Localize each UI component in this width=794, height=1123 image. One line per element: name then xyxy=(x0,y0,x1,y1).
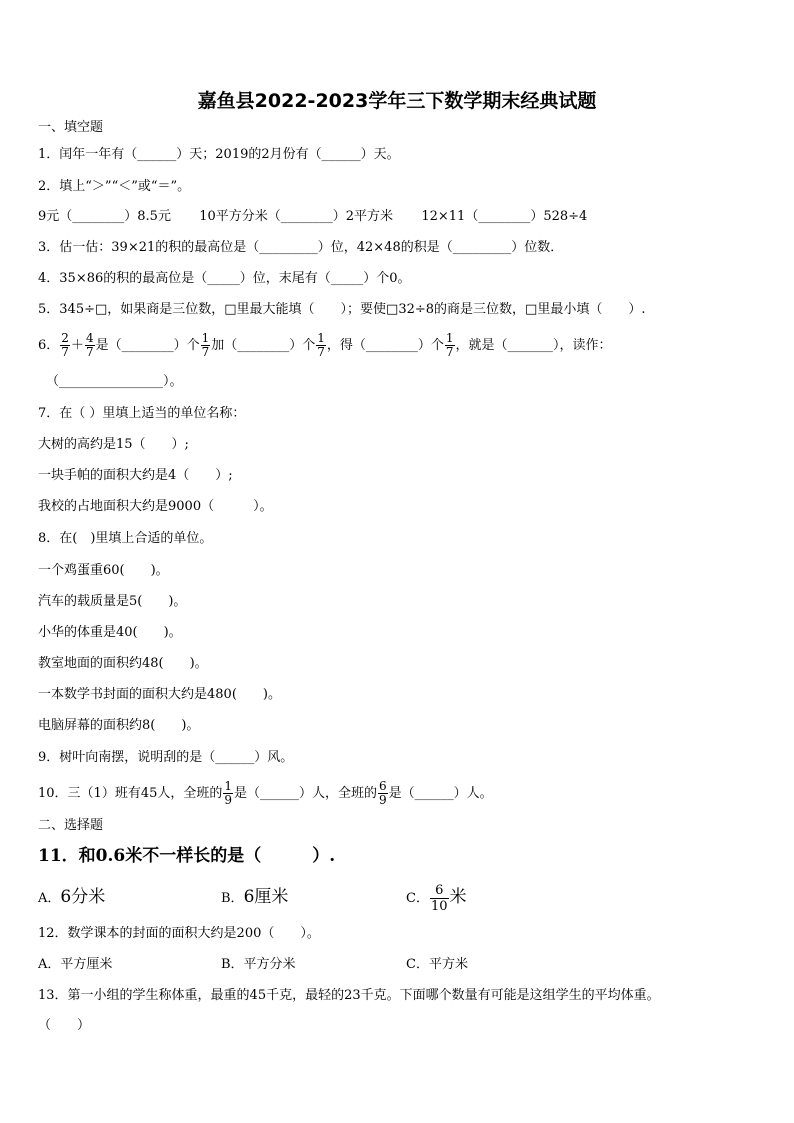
question-2-item: 10平方分米（________）2平方米 xyxy=(199,209,394,224)
question-10-text: 是（______）人，全班的 xyxy=(234,786,378,801)
fraction: $\frac{1}{7}$ xyxy=(201,331,210,359)
plus-sign: ＋ xyxy=(70,338,84,353)
option-c: C． $\frac{6}{10}$ 米 xyxy=(406,883,467,914)
option-b: B．平方分米 xyxy=(221,957,296,972)
question-9: 9．树叶向南摆，说明刮的是（______）风。 xyxy=(38,750,294,765)
question-7: 7．在（ ）里填上适当的单位名称： xyxy=(38,406,246,421)
fraction: $\frac{2}{7}$ xyxy=(61,331,69,359)
question-13: 13．第一小组的学生称体重，最重的45千克，最轻的23千克。下面哪个数量有可能是这组学生的平均体重。 xyxy=(38,988,660,1003)
question-2-items xyxy=(38,208,587,226)
question-2: 2．填上“＞”“＜”或“＝”。 xyxy=(38,179,191,194)
question-6 xyxy=(38,328,612,364)
fraction: $\frac{1}{7}$ xyxy=(317,331,325,359)
question-6-line-2: （________________）。 xyxy=(46,374,183,389)
question-13-answer-paren: （ ） xyxy=(38,1018,91,1033)
question-6-text: ，就是（_______），读作： xyxy=(455,338,612,353)
question-11-options xyxy=(38,880,467,916)
question-7-item: 大树的高约是15（ ）; xyxy=(38,437,189,452)
question-7-item: 一块手帕的面积大约是4（ ）; xyxy=(38,468,233,483)
question-10 xyxy=(38,776,493,812)
question-8-item: 一本数学书封面的面积大约是480( )。 xyxy=(38,687,281,702)
question-8-item: 电脑屏幕的面积约8( )。 xyxy=(38,718,200,733)
option-c: C．平方米 xyxy=(406,957,468,972)
question-3: 3．估一估：39×21的积的最高位是（_________）位，42×48的积是（_________）位数． xyxy=(38,240,564,255)
question-10-text: 是（______）人。 xyxy=(388,786,493,801)
option-a: A．平方厘米 xyxy=(38,957,113,972)
question-6-text: ，得（________）个 xyxy=(326,338,444,353)
option-a: A．6分米 xyxy=(38,887,106,907)
question-6-text: 是（________）个 xyxy=(95,338,200,353)
option-b: B．6厘米 xyxy=(221,887,289,907)
fraction: $\frac{1}{7}$ xyxy=(445,331,454,359)
question-8: 8．在( )里填上合适的单位。 xyxy=(38,531,213,546)
section-heading-choice: 二、选择题 xyxy=(38,818,104,833)
question-8-item: 教室地面的面积约48( )。 xyxy=(38,656,208,671)
question-12: 12．数学课本的封面的面积大约是200（ ）。 xyxy=(38,926,320,941)
page-title: 嘉鱼县2022-2023学年三下数学期末经典试题 xyxy=(197,90,597,112)
fraction: $\frac{4}{7}$ xyxy=(85,331,94,359)
question-2-item: 9元（________）8.5元 xyxy=(38,209,171,224)
question-6-text: 加（________）个 xyxy=(211,338,316,353)
question-7-item: 我校的占地面积大约是9000（ ）。 xyxy=(38,499,273,514)
question-1: 1．闰年一年有（______）天；2019的2月份有（______）天。 xyxy=(38,147,400,162)
question-number: 6． xyxy=(38,338,60,353)
question-10-text: 10．三（1）班有45人，全班的 xyxy=(38,786,223,801)
section-heading-fill-blank: 一、填空题 xyxy=(38,120,104,135)
question-8-item: 汽车的载质量是5( )。 xyxy=(38,594,187,609)
question-4: 4．35×86的积的最高位是（_____）位，末尾有（_____）个0。 xyxy=(38,271,411,286)
question-8-item: 一个鸡蛋重60( )。 xyxy=(38,563,169,578)
question-11: 11．和0.6米不一样长的是（ ）. xyxy=(38,846,336,866)
fraction: $\frac{6}{10}$ xyxy=(430,883,448,914)
question-12-options xyxy=(38,956,468,974)
question-5: 5．345÷□，如果商是三位数，□里最大能填（ ）；要使□32÷8的商是三位数，□里最小填（ ）. xyxy=(38,302,646,317)
question-8-item: 小华的体重是40( )。 xyxy=(38,625,182,640)
fraction: $\frac{6}{9}$ xyxy=(379,779,387,807)
fraction: $\frac{1}{9}$ xyxy=(224,779,232,807)
question-2-item: 12×11（________）528÷4 xyxy=(421,209,588,224)
